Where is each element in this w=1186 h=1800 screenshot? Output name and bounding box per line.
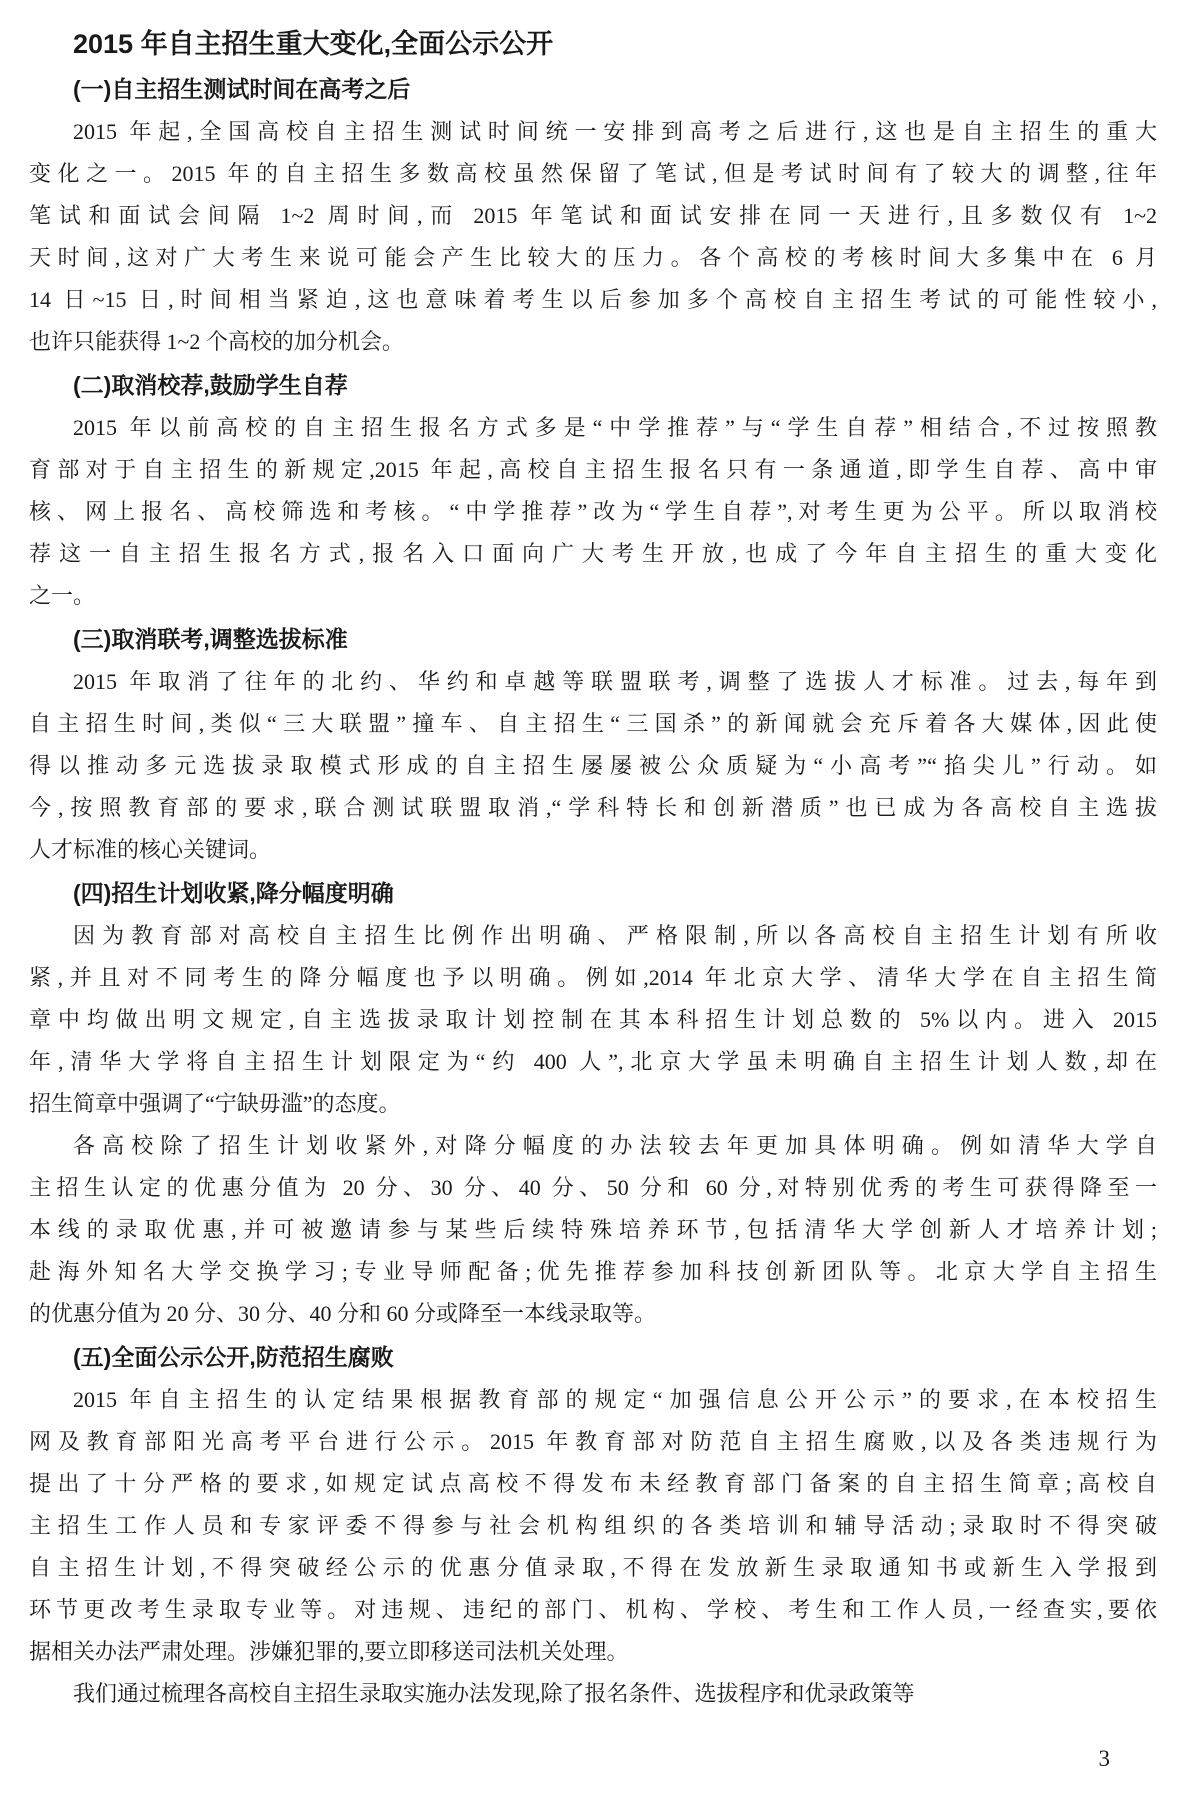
paragraph-line: 天时间,这对广大考生来说可能会产生比较大的压力。各个高校的考核时间大多集中在 6 月 [29, 245, 1157, 270]
paragraph-line: 我们通过梳理各高校自主招生录取实施办法发现,除了报名条件、选拔程序和优录政策等 [73, 1681, 915, 1706]
paragraph-line: 因为教育部对高校自主招生比例作出明确、严格限制,所以各高校自主招生计划有所收 [73, 923, 1157, 948]
section-heading: (五)全面公示公开,防范招生腐败 [73, 1344, 394, 1370]
paragraph-line: 2015 年起,全国高校自主招生测试时间统一安排到高考之后进行,这也是自主招生的重大 [73, 119, 1157, 144]
text-column [29, 22, 1157, 1715]
paragraph-line: 育部对于自主招生的新规定,2015 年起,高校自主招生报名只有一条通道,即学生自荐、高中审 [29, 457, 1157, 482]
paragraph-line: 招生简章中强调了“宁缺毋滥”的态度。 [29, 1091, 401, 1116]
paragraph-line: 章中均做出明文规定,自主选拔录取计划控制在其本科招生计划总数的 5%以内。进入 2015 [29, 1007, 1157, 1032]
section-heading: (二)取消校荐,鼓励学生自荐 [73, 372, 348, 398]
paragraph-line: 环节更改考生录取专业等。对违规、违纪的部门、机构、学校、考生和工作人员,一经查实,要依 [29, 1597, 1157, 1622]
paragraph-line: 提出了十分严格的要求,如规定试点高校不得发布未经教育部门备案的自主招生简章;高校自 [29, 1471, 1157, 1496]
paragraph-line: 人才标准的核心关键词。 [29, 837, 272, 862]
paragraph-line: 紧,并且对不同考生的降分幅度也予以明确。例如,2014 年北京大学、清华大学在自主招生简 [29, 965, 1157, 990]
paragraph-line: 荐这一自主招生报名方式,报名入口面向广大考生开放,也成了今年自主招生的重大变化 [29, 541, 1157, 566]
paragraph-line: 据相关办法严肃处理。涉嫌犯罪的,要立即移送司法机关处理。 [29, 1639, 629, 1664]
paragraph-line: 2015 年以前高校的自主招生报名方式多是“中学推荐”与“学生自荐”相结合,不过按照教 [73, 415, 1157, 440]
section-heading: (一)自主招生测试时间在高考之后 [73, 76, 411, 102]
page-number: 3 [1098, 1746, 1110, 1771]
paragraph-line: 各高校除了招生计划收紧外,对降分幅度的办法较去年更加具体明确。例如清华大学自 [73, 1133, 1157, 1158]
paragraph-line: 赴海外知名大学交换学习;专业导师配备;优先推荐参加科技创新团队等。北京大学自主招生 [29, 1259, 1157, 1284]
paragraph-line: 本线的录取优惠,并可被邀请参与某些后续特殊培养环节,包括清华大学创新人才培养计划; [29, 1217, 1157, 1242]
paragraph-line: 自主招生计划,不得突破经公示的优惠分值录取,不得在发放新生录取通知书或新生入学报到 [29, 1555, 1157, 1580]
paragraph-line: 之一。 [29, 583, 96, 608]
paragraph-line: 核、网上报名、高校筛选和考核。“中学推荐”改为“学生自荐”,对考生更为公平。所以取消校 [29, 499, 1157, 524]
paragraph-line: 主招生工作人员和专家评委不得参与社会机构组织的各类培训和辅导活动;录取时不得突破 [29, 1513, 1157, 1538]
paragraph-line: 网及教育部阳光高考平台进行公示。2015 年教育部对防范自主招生腐败,以及各类违规行为 [29, 1429, 1157, 1454]
paragraph-line: 笔试和面试会间隔 1~2 周时间,而 2015 年笔试和面试安排在同一天进行,且多数仅有 1~2 [29, 203, 1157, 228]
section-heading: (四)招生计划收紧,降分幅度明确 [73, 880, 394, 906]
section-heading: (三)取消联考,调整选拔标准 [73, 626, 348, 652]
paragraph-line: 也许只能获得 1~2 个高校的加分机会。 [29, 329, 404, 354]
paragraph-line: 自主招生时间,类似“三大联盟”撞车、自主招生“三国杀”的新闻就会充斥着各大媒体,因此使 [29, 711, 1157, 736]
document-body [29, 67, 1157, 1715]
paragraph-line: 得以推动多元选拔录取模式形成的自主招生屡屡被公众质疑为“小高考”“掐尖儿”行动。如 [29, 753, 1157, 778]
paragraph-line: 2015 年自主招生的认定结果根据教育部的规定“加强信息公开公示”的要求,在本校招生 [73, 1387, 1157, 1412]
page-title: 2015 年自主招生重大变化,全面公示公开 [73, 29, 554, 59]
paragraph-line: 今,按照教育部的要求,联合测试联盟取消,“学科特长和创新潜质”也已成为各高校自主选拔 [29, 795, 1157, 820]
paragraph-line: 的优惠分值为 20 分、30 分、40 分和 60 分或降至一本线录取等。 [29, 1301, 657, 1326]
paragraph-line: 年,清华大学将自主招生计划限定为“约 400 人”,北京大学虽未明确自主招生计划人数,却在 [29, 1049, 1157, 1074]
paragraph-line: 主招生认定的优惠分值为 20 分、30 分、40 分、50 分和 60 分,对特别优秀的考生可获得降至一 [29, 1175, 1157, 1200]
paragraph-line: 2015 年取消了往年的北约、华约和卓越等联盟联考,调整了选拔人才标准。过去,每年到 [73, 669, 1157, 694]
paragraph-line: 14 日~15 日,时间相当紧迫,这也意味着考生以后参加多个高校自主招生考试的可能性较小, [29, 287, 1157, 312]
paragraph-line: 变化之一。2015 年的自主招生多数高校虽然保留了笔试,但是考试时间有了较大的调整,往年 [29, 161, 1157, 186]
